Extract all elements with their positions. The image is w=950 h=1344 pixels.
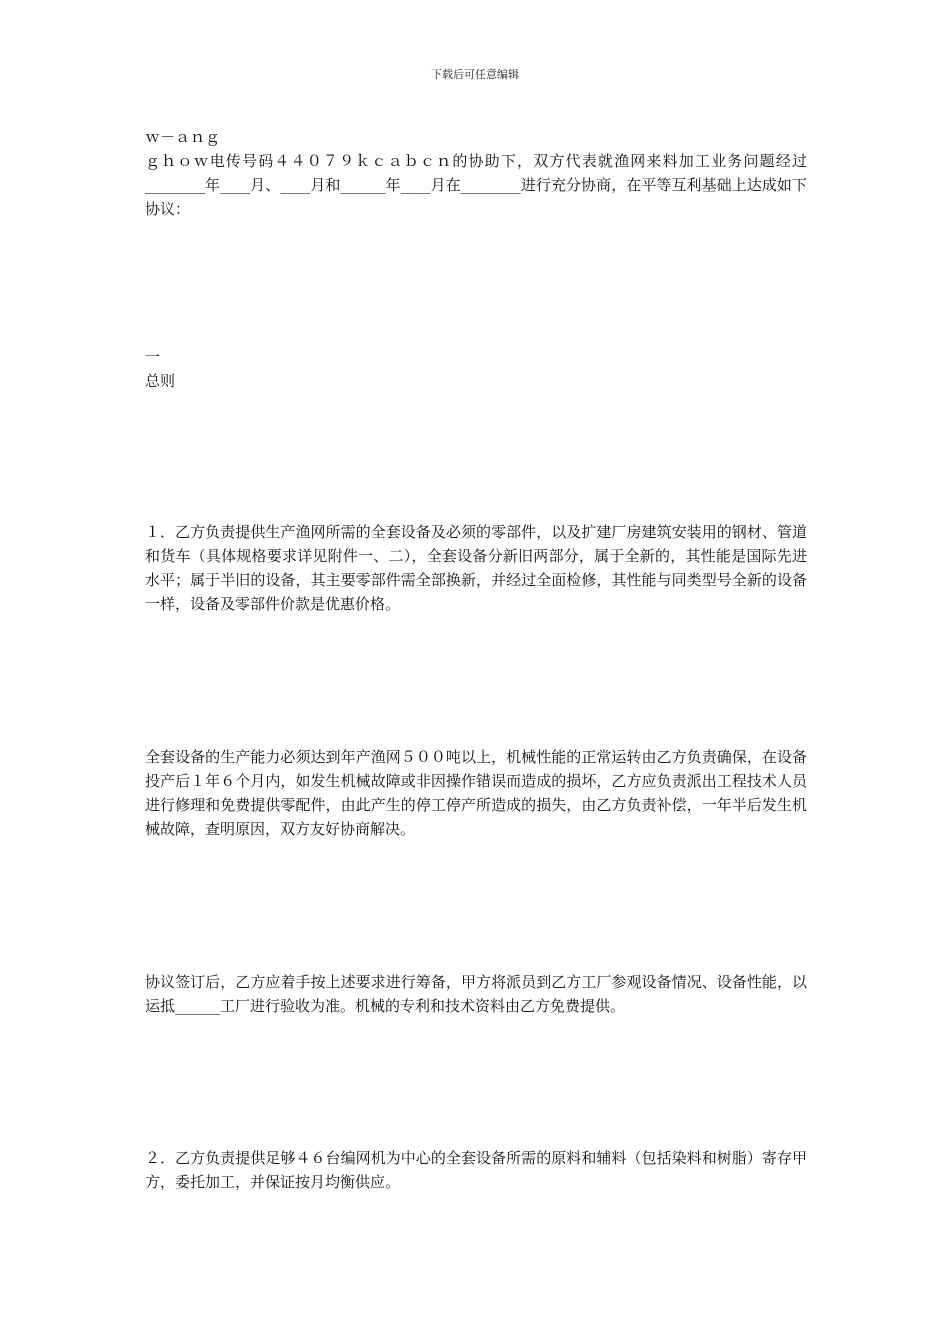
section-title: 总则 bbox=[145, 372, 176, 390]
production-capacity-paragraph bbox=[145, 745, 807, 841]
clause-1 bbox=[145, 520, 807, 616]
preparation-text: 协议签订后，乙方应着手按上述要求进行筹备，甲方将派员到乙方工厂参观设备情况、设备性能，以运抵______工厂进行验收为准。机械的专利和技术资料由乙方免费提供。 bbox=[145, 973, 807, 1015]
clause-2-text: ２．乙方负责提供足够４６台编网机为中心的全套设备所需的原料和辅料（包括染料和树脂）寄存甲方，委托加工，并保证按月均衡供应。 bbox=[145, 1149, 807, 1191]
production-capacity-text: 全套设备的生产能力必须达到年产渔网５００吨以上，机械性能的正常运转由乙方负责确保，在设备投产后１年６个月内，如发生机械故障或非因操作错误而造成的损坏，乙方应负责派出工程技术人员进行修理和免费提供零配件，由此产生的停工停产所造成的损失，由乙方负责补偿，一年半后发生机械故障，查明原因，双方友好协商解决。 bbox=[145, 748, 807, 838]
clause-2 bbox=[145, 1146, 807, 1194]
intro-paragraph: ｇｈｏｗ电传号码４４０７９ｋｃａｂｃｎ的协助下，双方代表就渔网来料加工业务问题经过________年____月、____月和______年____月在________进行充分协商，在平等互利基础上达成如下协议： bbox=[145, 152, 807, 218]
intro-block bbox=[145, 125, 807, 221]
intro-fragment: ｗ－ａｎｇ bbox=[145, 128, 221, 146]
preparation-paragraph bbox=[145, 970, 807, 1018]
section-number: 一 bbox=[145, 348, 161, 366]
clause-1-text: １．乙方负责提供生产渔网所需的全套设备及必须的零部件，以及扩建厂房建筑安装用的钢材、管道和货车（具体规格要求详见附件一、二），全套设备分新旧两部分，属于全新的，其性能是国际先进水平；属于半旧的设备，其主要零部件需全部换新，并经过全面检修，其性能与同类型号全新的设备一样，设备及零部件价款是优惠价格。 bbox=[145, 523, 807, 613]
page-header: 下载后可任意编辑 bbox=[431, 68, 519, 81]
section-heading bbox=[145, 345, 807, 393]
